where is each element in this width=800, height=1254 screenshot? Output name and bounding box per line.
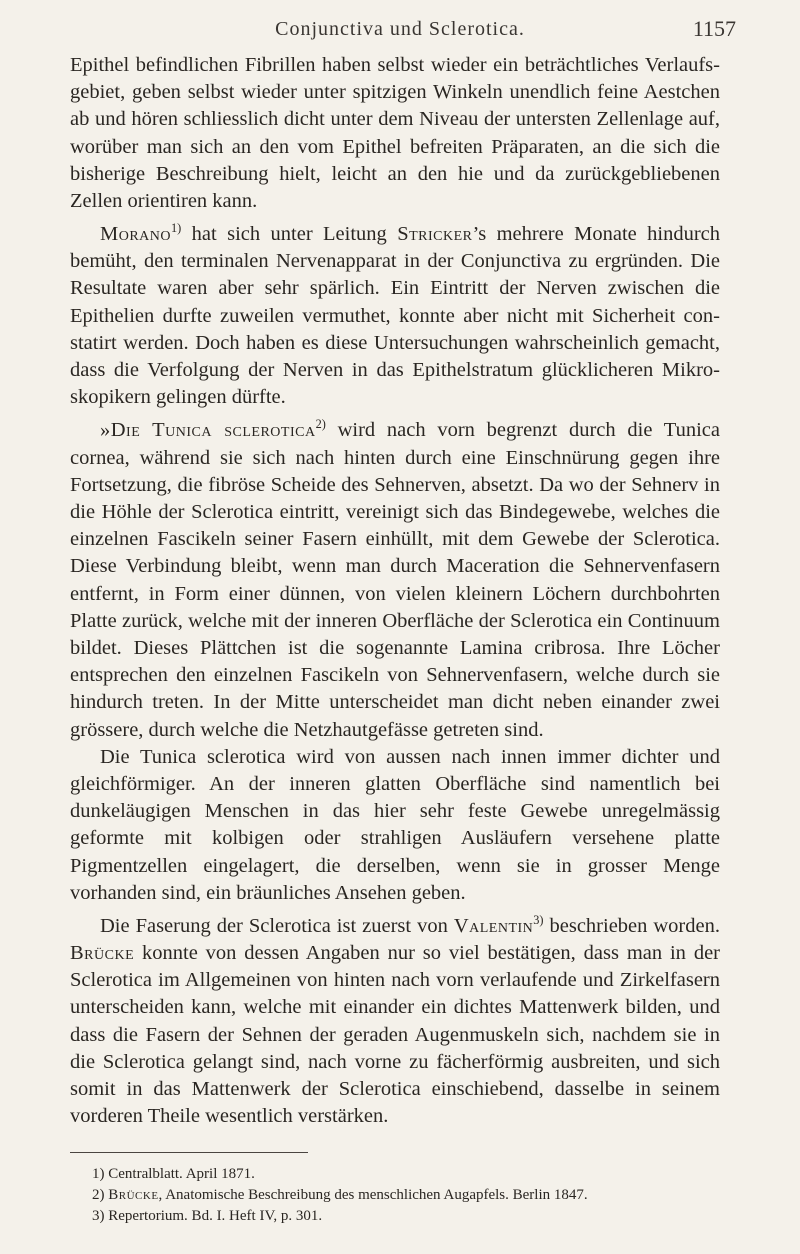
footnote — [92, 1206, 732, 1227]
running-title: Conjunctiva und Sclerotica. — [275, 18, 525, 40]
author-name: »Die Tunica sclerotica — [100, 419, 316, 442]
footnote-marker: 3) — [533, 912, 544, 927]
text-run: beschrieben worden. — [543, 914, 720, 937]
author-name: Valentin — [453, 914, 534, 937]
footnote — [92, 1185, 732, 1206]
text-run: Die Faserung der Sclerotica ist zuerst von — [100, 914, 454, 937]
text-run: konnte von dessen Angaben nur so viel bestätigen, dass man in der Sclerotica im Allgemeinen von hinten nach vorn verlaufende und Zirkelfasern unterscheiden kann, welche mit einander ein dichtes Mattenwerk bilden, und dass die Fasern der Sehnen der geraden Augenmuskeln sich, nachdem sie in die Sclerotica gelangt sind, nach vorne zu fächerförmig ausbreiten, und sich somit in das Mattenwerk der Sclerotica einschiebend, dasselbe in seinem vorderen Theile wesentlich verstärken. — [70, 941, 720, 1128]
author-name: Morano — [100, 223, 172, 246]
footnote-divider — [70, 1152, 308, 1153]
footnotes — [92, 1164, 732, 1227]
text-run: 3) Repertorium. Bd. I. Heft IV, p. 301. — [92, 1208, 323, 1224]
footnote — [92, 1164, 732, 1185]
page-number: 1157 — [692, 16, 736, 41]
page-header — [0, 12, 800, 46]
author-name: Brücke — [108, 1187, 159, 1203]
text-run: , Anatomische Beschreibung des menschlichen Augapfels. Berlin 1847. — [158, 1187, 588, 1203]
text-run: 2) — [92, 1187, 109, 1203]
paragraph — [70, 907, 720, 1130]
text-run: 1) Centralblatt. April 1871. — [92, 1166, 255, 1182]
paragraph — [70, 52, 720, 215]
text-run: hat sich unter Leitung — [181, 223, 398, 246]
author-name: Stricker — [397, 223, 473, 246]
text-run: wird nach vorn begrenzt durch die Tunica cornea, während sie sich nach hinten durch eine Einschnürung gegen ihre Fortsetzung, die fibröse Scheide des Sehnerven, absetzt. Da wo der Sehnerv in die Höhle der Sclerotica eintritt, vereinigt sich das Bindegewebe, welches die einzelnen Fascikeln seiner Fasern einhüllt, mit dem Gewebe der Sclerotica. Diese Verbindung bleibt, wenn man durch Maceration die Sehnervenfasern entfernt, in Form einer dünnen, von vielen kleinern Löchern durchbohrten Platte zurück, welche mit der inneren Oberfläche der Sclerotica ein Continuum bildet. Dieses Plättchen ist die sogenannte Lamina cribrosa. Ihre Löcher entsprechen den einzelnen Fascikeln von Sehnervenfasern, welche durch sie hindurch treten. In der Mitte unterscheidet man dicht neben einander zwei grössere, durch welche die Netzhautgefässe getreten sind. — [70, 419, 720, 741]
paragraph — [70, 744, 720, 907]
body-text — [70, 52, 720, 1130]
text-run: Epithel befindlichen Fibrillen haben selbst wieder ein beträchtliches Verlaufsgebiet, geben selbst wieder unter spitzigen Winkeln unendlich feine Aestchen ab und hören schliesslich dicht unter dem Niveau der untersten Zellenlage auf, worüber man sich an den vom Epithel befreiten Präparaten, an die sich die bisherige Beschreibung hielt, leicht an den hie und da zurückgebliebenen Zellen orientiren kann. — [70, 54, 720, 213]
author-name: Brücke — [70, 941, 135, 964]
text-run: ’s mehrere Monate hindurch bemüht, den terminalen Nervenapparat in der Conjunctiva zu ergründen. Die Resultate waren aber sehr spärlich. Ein Eintritt der Nerven zwischen die Epithelien durfte zuweilen vermuthet, konnte aber nicht mit Sicherheit constatirt werden. Doch haben es diese Untersuchungen wahrscheinlich gemacht, dass die Verfolgung der Nerven in das Epithelstratum glücklicheren Mikroskopikern gelingen dürfte. — [70, 223, 721, 409]
footnote-marker: 2) — [315, 417, 326, 432]
paragraph — [70, 411, 720, 743]
footnote-marker: 1) — [171, 221, 182, 236]
text-run: Die Tunica sclerotica wird von aussen nach innen immer dichter und gleichförmiger. An der inneren glatten Oberfläche sind namentlich bei dunkeläugigen Menschen in das hier sehr feste Gewebe unregelmässig geformte mit kolbigen oder strahligen Ausläufern versehene platte Pigmentzellen eingelagert, die derselben, wenn sie in grosser Menge vorhanden sind, ein bräunliches Ansehen geben. — [70, 745, 720, 904]
paragraph — [70, 215, 720, 411]
